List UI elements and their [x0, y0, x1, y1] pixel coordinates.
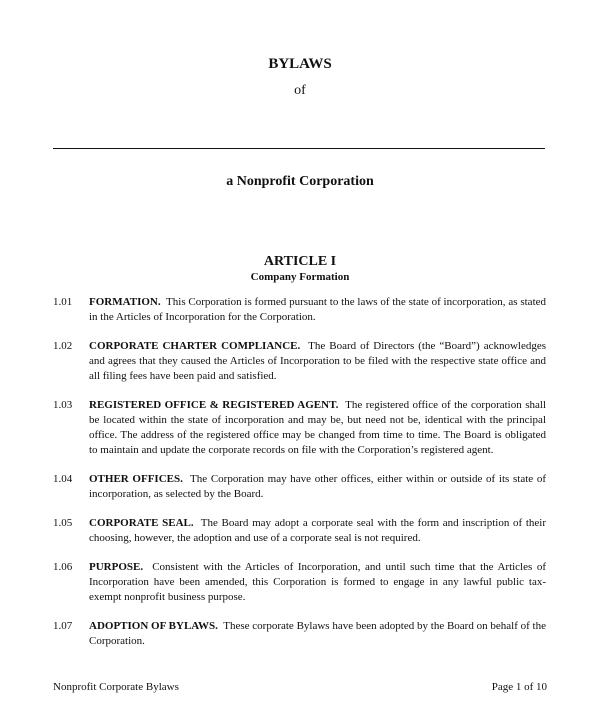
- section-1-04: [0, 472, 600, 502]
- section-number: 1.01: [53, 296, 73, 308]
- section-number: 1.04: [53, 473, 73, 485]
- section-1-02: [0, 339, 600, 384]
- section-text: The Corporation may have other offices, either within or outside of its state of incorporation, as selected by the Board.: [89, 473, 546, 500]
- title-of: of: [294, 83, 306, 98]
- section-body: [89, 295, 546, 325]
- section-number: 1.02: [53, 340, 73, 352]
- section-number: 1.03: [53, 399, 73, 411]
- section-heading: OTHER OFFICES.: [89, 473, 183, 485]
- section-list: [0, 295, 600, 663]
- section-heading: CORPORATE CHARTER COMPLIANCE.: [89, 340, 301, 352]
- section-1-01: [0, 295, 600, 325]
- section-1-06: [0, 560, 600, 605]
- corporation-name-blank-line: [53, 148, 545, 149]
- section-text: Consistent with the Articles of Incorporation, and until such time that the Articles of Incorporation have been amended, this Corporation is formed to engage in any lawful public tax-exempt nonprofit business purpose.: [89, 561, 547, 603]
- footer-document-name: Nonprofit Corporate Bylaws: [53, 681, 179, 693]
- section-1-03: [0, 398, 600, 458]
- section-heading: CORPORATE SEAL.: [89, 517, 194, 529]
- section-body: [89, 560, 546, 605]
- article-subtitle: Company Formation: [250, 271, 350, 283]
- section-text: These corporate Bylaws have been adopted by the Board on behalf of the Corporation.: [89, 620, 546, 647]
- section-text: The Board of Directors (the “Board”) acknowledges and agrees that they caused the Articles of Incorporation to be filed with the respective state office and all filing fees have been paid and satisfied.: [89, 340, 546, 382]
- section-body: [89, 339, 546, 384]
- section-body: [89, 398, 546, 458]
- document-title: BYLAWS: [268, 56, 332, 72]
- document-subtitle: a Nonprofit Corporation: [226, 174, 374, 189]
- section-1-05: [0, 516, 600, 546]
- section-text: The Board may adopt a corporate seal with the form and inscription of their choosing, however, the adoption and use of a corporate seal is not required.: [89, 517, 546, 544]
- section-1-07: [0, 619, 600, 649]
- section-body: [89, 472, 546, 502]
- section-heading: REGISTERED OFFICE & REGISTERED AGENT.: [89, 399, 339, 411]
- section-heading: ADOPTION OF BYLAWS.: [89, 620, 218, 632]
- section-number: 1.07: [53, 620, 73, 632]
- section-body: [89, 516, 546, 546]
- section-number: 1.06: [53, 561, 73, 573]
- section-number: 1.05: [53, 517, 73, 529]
- section-heading: PURPOSE.: [89, 561, 144, 573]
- section-text: This Corporation is formed pursuant to the laws of the state of incorporation, as stated in the Articles of Incorporation for the Corporation.: [89, 296, 547, 323]
- section-heading: FORMATION.: [89, 296, 161, 308]
- footer-page-number: Page 1 of 10: [491, 681, 547, 693]
- article-title: ARTICLE I: [263, 254, 337, 269]
- section-text: The registered office of the corporation shall be located within the state of incorporation and may be, but need not be, identical with the principal office. The address of the registered office may be changed from time to time. The Board is obligated to maintain and update the corporate records on file with the Corporation’s registered agent.: [89, 399, 546, 456]
- section-body: [89, 619, 546, 649]
